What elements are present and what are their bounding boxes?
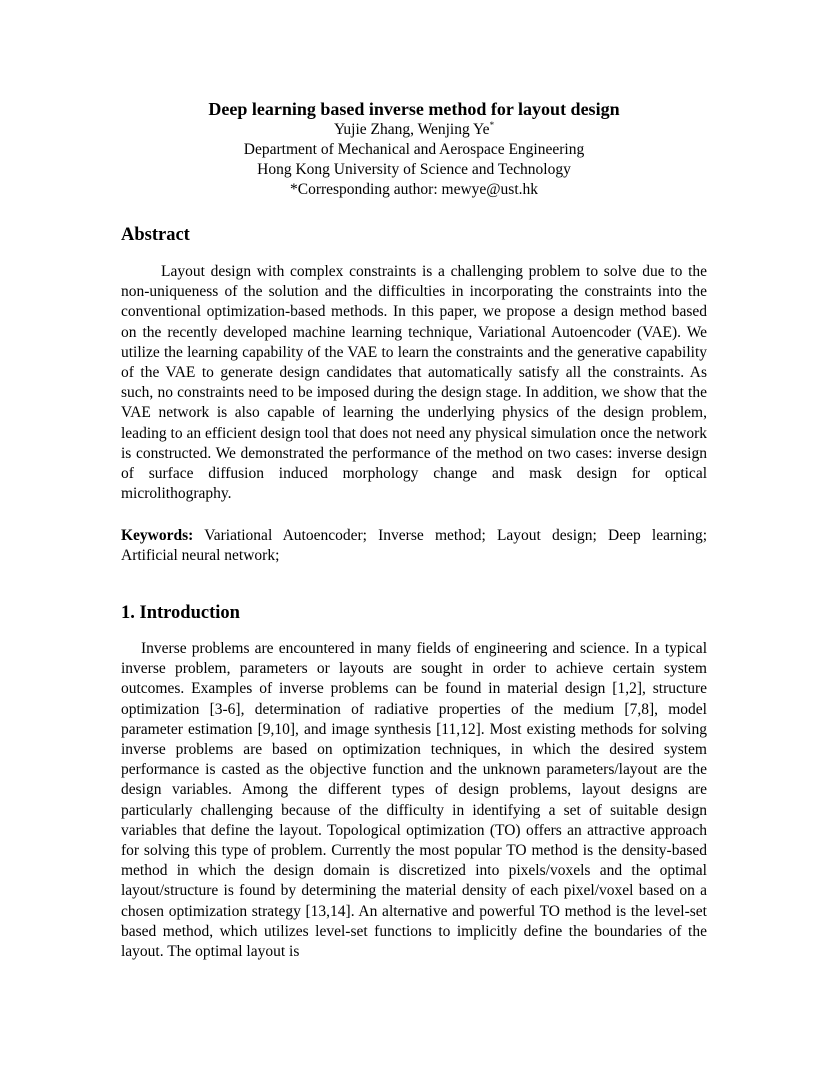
affiliation-university: Hong Kong University of Science and Technology xyxy=(257,161,571,178)
affiliation-department: Department of Mechanical and Aerospace Engineering xyxy=(243,141,585,158)
abstract-text: Layout design with complex constraints is a challenging problem to solve due to the non-uniqueness of the solution and the difficulties in incorporating the constraints into the conventional optimization-based methods. In this paper, we propose a design method based on the recently developed machine learning technique, Variational Autoencoder (VAE). We utilize the learning capability of the VAE to learn the constraints and the generative capability of the VAE to generate design candidates that automatically satisfy all the constraints. As such, no constraints need to be imposed during the design stage. In addition, we show that the VAE network is also capable of learning the underlying physics of the design problem, leading to an efficient design tool that does not need any physical simulation once the network is constructed. We demonstrated the performance of the method on two cases: inverse design of surface diffusion induced morphology change and mask design for optical microlithography. xyxy=(121,263,707,503)
keywords xyxy=(121,526,707,566)
keywords-label: Keywords: xyxy=(121,527,194,544)
introduction-text: Inverse problems are encountered in many fields of engineering and science. In a typical inverse problem, parameters or layouts are sought in order to achieve certain system outcomes. Examples of inverse problems can be found in material design [1,2], structure optimization [3-6], determination of radiative properties of the medium [7,8], model parameter estimation [9,10], and image synthesis [11,12]. Most existing methods for solving inverse problems are based on optimization techniques, in which the desired system performance is casted as the objective function and the unknown parameters/layout are the design variables. Among the different types of design problems, layout designs are particularly challenging because of the difficulty in identifying a set of suitable design variables that define the layout. Topological optimization (TO) offers an attractive approach for solving this type of problem. Currently the most popular TO method is the density-based method in which the design domain is discretized into pixels/voxels and the optimal layout/structure is found by determining the material density of each pixel/voxel based on a chosen optimization strategy [13,14]. An alternative and powerful TO method is the level-set based method, which utilizes level-set functions to implicitly define the boundaries of the layout. The optimal layout is xyxy=(121,640,707,961)
corresponding-author: *Corresponding author: mewye@ust.hk xyxy=(289,181,539,198)
corresponding-mark: * xyxy=(489,119,495,130)
paper-header xyxy=(121,98,707,200)
abstract-heading: Abstract xyxy=(121,225,190,245)
author-line xyxy=(121,120,707,140)
introduction-heading: 1. Introduction xyxy=(121,603,240,623)
keywords-text: Variational Autoencoder; Inverse method; Layout design; Deep learning; Artificial neural network; xyxy=(121,527,707,565)
authors: Yujie Zhang, Wenjing Ye xyxy=(333,121,490,138)
paper-title: Deep learning based inverse method for layout design xyxy=(208,99,620,119)
